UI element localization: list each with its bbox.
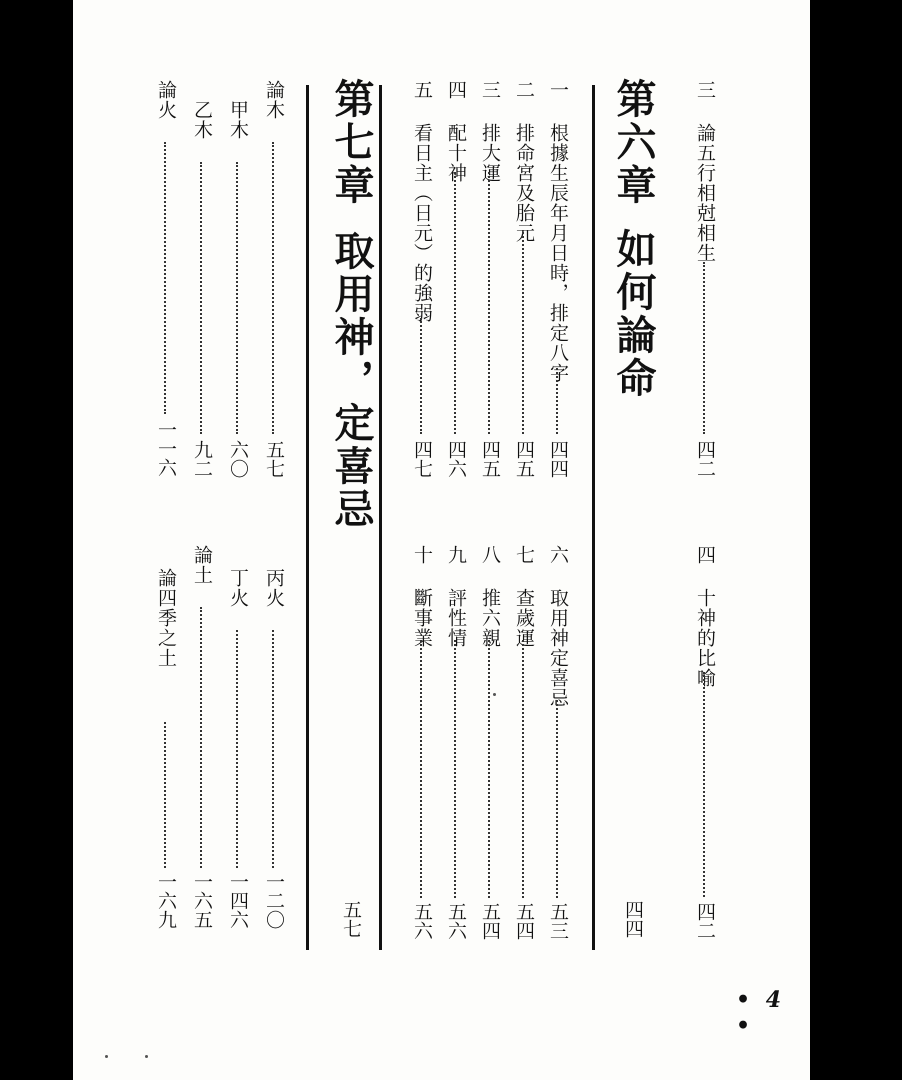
toc-entry-title: 九 評性情: [445, 545, 467, 648]
page-number: • 4 •: [736, 987, 786, 1039]
book-page: [73, 0, 810, 1080]
chapter-label: 第七章: [328, 78, 374, 207]
leader-dots: [556, 700, 558, 898]
leader-dots: [420, 318, 422, 434]
toc-page-number: 一六五: [191, 872, 213, 929]
leader-dots: [454, 172, 456, 434]
scan-speck: [145, 1055, 148, 1058]
leader-dots: [703, 262, 705, 434]
leader-dots: [522, 232, 524, 434]
toc-entry-title: 八 推六親: [479, 545, 501, 648]
toc-page-number: 一六九: [155, 872, 177, 929]
leader-dots: [703, 672, 705, 897]
leader-dots: [420, 640, 422, 898]
toc-entry-title: 乙木: [191, 100, 213, 140]
toc-page-number: 五七: [263, 440, 285, 478]
chapter-title: 如何論命: [610, 228, 656, 400]
divider-rule: [306, 85, 309, 950]
toc-page-number: 四六: [445, 440, 467, 478]
toc-entry-title: 丁火: [227, 568, 249, 608]
leader-dots: [272, 630, 274, 868]
toc-page-number: 六〇: [227, 440, 249, 478]
toc-page-number: 五六: [411, 902, 433, 940]
toc-page-number: 五六: [445, 902, 467, 940]
toc-entry-title: 三 排大運: [479, 80, 501, 183]
toc-page-number: 五三: [547, 902, 569, 940]
toc-page-number: 一一六: [155, 420, 177, 477]
toc-entry-title: 甲木: [227, 100, 249, 140]
toc-page-number: 四二: [694, 902, 716, 940]
toc-entry-title: 二 排命宮及胎元: [513, 80, 535, 243]
chapter-page-number: 四四: [622, 900, 644, 938]
toc-page-number: 一二〇: [263, 872, 285, 929]
toc-entry-title: 三 論五行相尅相生: [694, 80, 716, 263]
leader-dots: [200, 607, 202, 868]
toc-page-number: 四五: [513, 440, 535, 478]
toc-entry-title: 七 查歲運: [513, 545, 535, 648]
toc-entry-title: 五 看日主（日元）的強弱: [411, 80, 433, 323]
leader-dots: [488, 172, 490, 434]
toc-entry-title: 論木: [263, 80, 285, 120]
leader-dots: [164, 722, 166, 868]
leader-dots: [272, 142, 274, 434]
toc-page-number: 四二: [694, 440, 716, 478]
toc-entry-title: 論土: [191, 545, 213, 585]
leader-dots: [236, 630, 238, 868]
scan-speck: [105, 1055, 108, 1058]
toc-page-number: 五四: [513, 902, 535, 940]
toc-page-number: 九二: [191, 440, 213, 478]
toc-entry-title: 論火: [155, 80, 177, 120]
divider-rule: [592, 85, 595, 950]
toc-entry-title: 十 斷事業: [411, 545, 433, 648]
scan-speck: [493, 693, 496, 696]
chapter-page-number: 五七: [340, 900, 362, 938]
leader-dots: [236, 162, 238, 434]
leader-dots: [164, 142, 166, 414]
chapter-title: 取用神，定喜忌: [328, 230, 374, 531]
chapter-label: 第六章: [610, 78, 656, 207]
toc-entry-title: 四 十神的比喻: [694, 545, 716, 688]
leader-dots: [522, 640, 524, 898]
leader-dots: [488, 640, 490, 898]
toc-entry-title: 一 根據生辰年月日時，排定八字: [547, 80, 569, 383]
toc-page-number: 四四: [547, 440, 569, 478]
toc-entry-title: 四 配十神: [445, 80, 467, 183]
toc-page-number: 四五: [479, 440, 501, 478]
leader-dots: [556, 368, 558, 434]
toc-entry-title: 論四季之土: [155, 568, 177, 668]
toc-page-number: 四七: [411, 440, 433, 478]
toc-page-number: 五四: [479, 902, 501, 940]
toc-page-number: 一四六: [227, 872, 249, 929]
toc-entry-title: 丙火: [263, 568, 285, 608]
toc-entry-title: 六 取用神定喜忌: [547, 545, 569, 708]
leader-dots: [200, 162, 202, 434]
leader-dots: [454, 640, 456, 898]
